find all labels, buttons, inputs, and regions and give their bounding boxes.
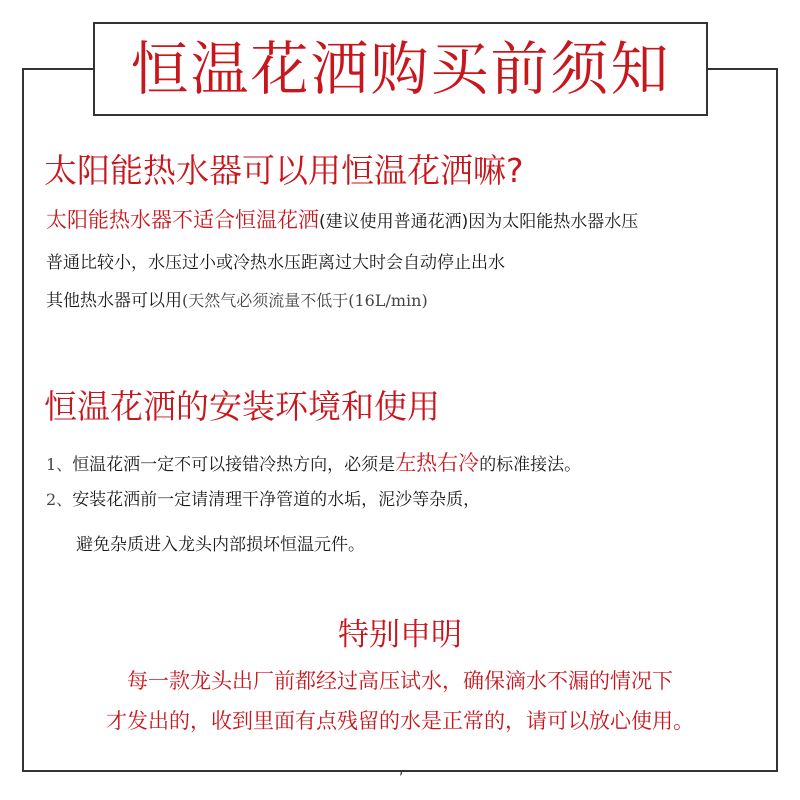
section1-line2: 普通比较小，水压过小或冷热水压距离过大时会自动停止出水 xyxy=(46,253,505,273)
section1-line1-highlight: 太阳能热水器不适合恒温花洒 xyxy=(46,208,319,232)
notice-heading: 特别申明 xyxy=(338,617,462,653)
section2-item2-line1 xyxy=(46,492,480,509)
section2-heading: 恒温花洒的安装环境和使用 xyxy=(44,387,440,426)
section2-item2-line2: 避免杂质进入龙头内部损坏恒温元件。 xyxy=(76,535,365,555)
section1-line3-suffix: (天然气必须流量不低于(16L/min) xyxy=(182,291,428,310)
section2-item1-text-before: 恒温花洒一定不可以接错冷热方向，必须是 xyxy=(72,455,396,475)
notice-line1: 每一款龙头出厂前都经过高压试水，确保滴水不漏的情况下 xyxy=(127,669,673,693)
section2-item2-number: 2、 xyxy=(46,490,73,509)
section2-item1-highlight: 左热右冷 xyxy=(395,451,480,475)
section1-line1 xyxy=(46,210,638,231)
section1-line3-prefix: 其他热水器可以用 xyxy=(46,291,182,311)
title-box xyxy=(93,22,708,116)
page-title: 恒温花洒购买前须知 xyxy=(130,35,671,103)
section1-line3 xyxy=(46,293,428,310)
notice-line2: 才发出的，收到里面有点残留的水是正常的，请可以放心使用。 xyxy=(106,709,694,733)
section2-item1 xyxy=(46,453,581,474)
section2-item1-number: 1、 xyxy=(46,455,73,474)
section2-item2-text: 安装花洒前一定请清理干净管道的水垢，泥沙等杂质， xyxy=(72,490,481,510)
section1-line1-rest: (建议使用普通花洒)因为太阳能热水器水压 xyxy=(319,212,639,232)
section1-heading: 太阳能热水器可以用恒温花洒嘛? xyxy=(44,151,524,190)
footer-mark: , xyxy=(399,762,404,778)
section2-item1-text-after: 的标准接法。 xyxy=(479,455,582,475)
